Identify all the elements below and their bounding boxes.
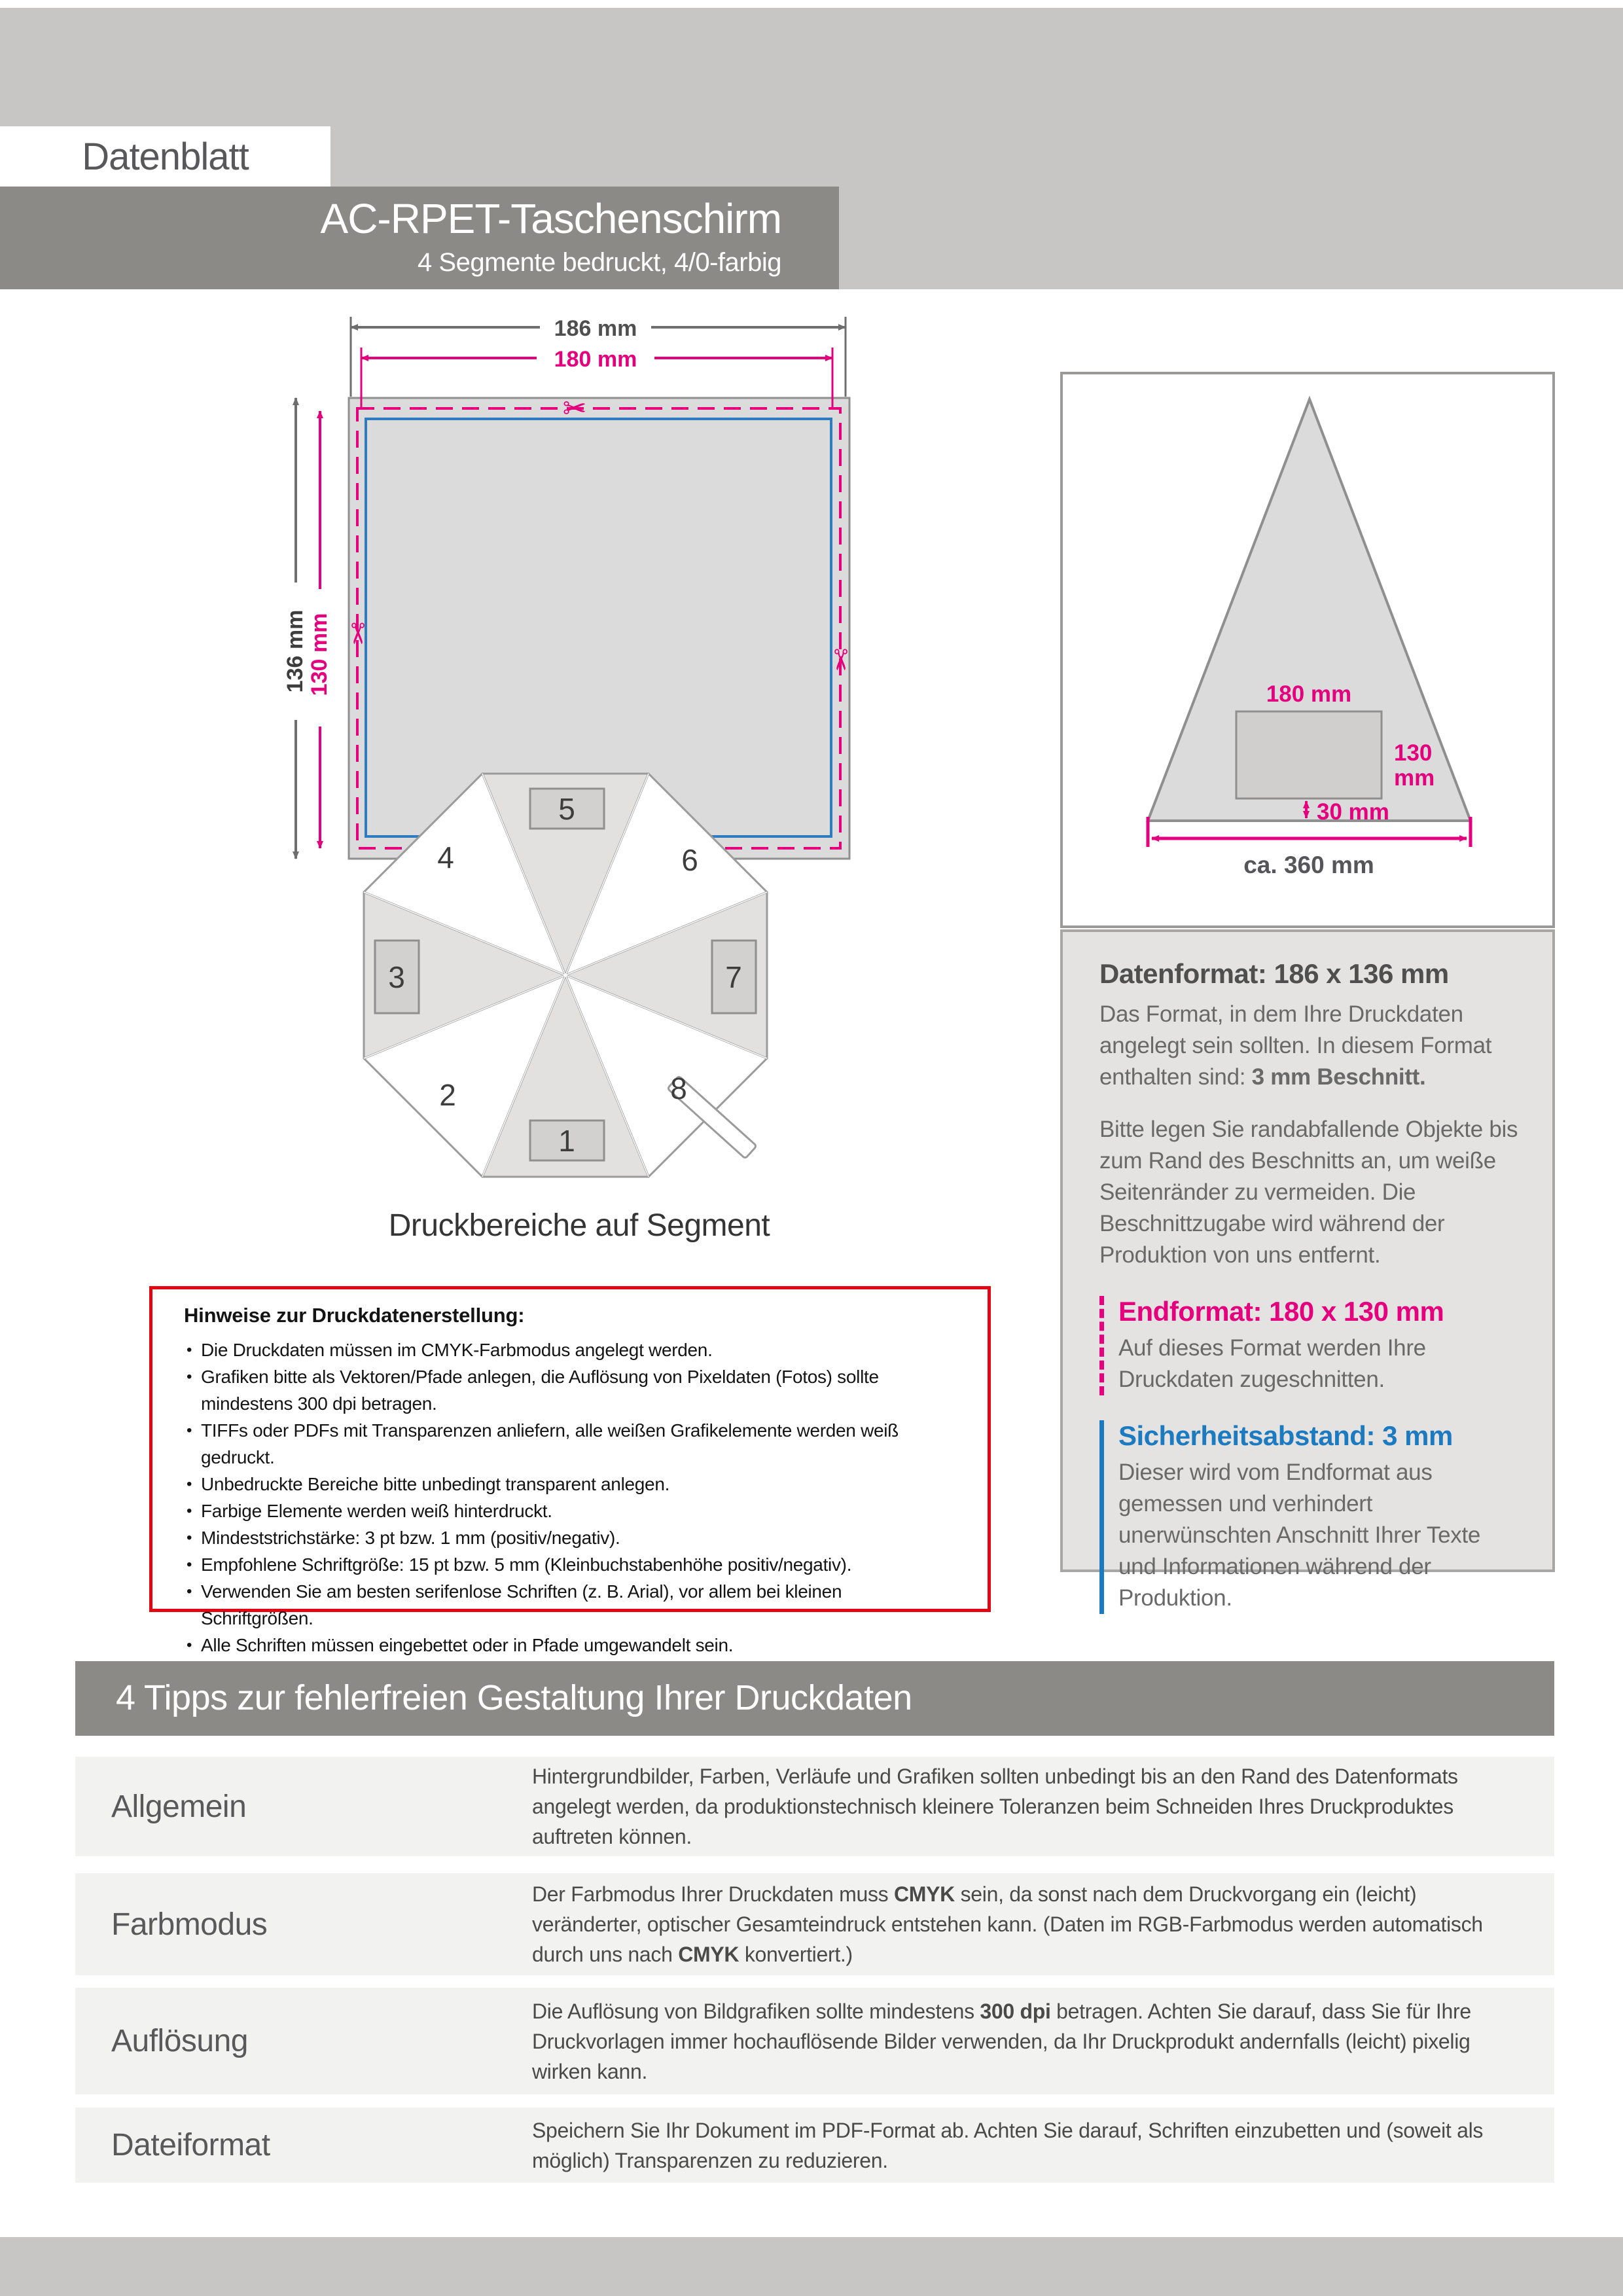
tip-row-allgemein bbox=[75, 1757, 1554, 1856]
tip-label: Dateiformat bbox=[111, 2128, 270, 2162]
instruction-item: • Mindeststrichstärke: 3 pt bzw. 1 mm (positiv/negativ). bbox=[184, 1524, 957, 1551]
instruction-item: • TIFFs oder PDFs mit Transparenzen anliefern, alle weißen Grafikelemente werden weiß gedruckt. bbox=[184, 1417, 957, 1471]
segment-number-2: 2 bbox=[439, 1078, 456, 1112]
format-info-panel bbox=[1060, 929, 1555, 1611]
instruction-item: • Verwenden Sie am besten serifenlose Schriften (z. B. Arial), vor allem bei kleinen Schriftgrößen. bbox=[184, 1578, 957, 1632]
sheet-label: Datenblatt bbox=[82, 135, 249, 178]
segment-drawing bbox=[1063, 374, 1552, 925]
tip-text-bold: CMYK bbox=[678, 1943, 740, 1966]
tip-text bbox=[532, 1761, 1554, 1852]
sicherheitsabstand-body: Dieser wird vom Endformat aus gemessen und verhindert unerwünschten Anschnitt Ihrer Texte und Informationen während der Produktion. bbox=[1118, 1460, 1481, 1611]
tip-text-part: Die Auflösung von Bildgrafiken sollte mindestens bbox=[532, 1999, 980, 2023]
tip-label: Auflösung bbox=[111, 2024, 248, 2058]
dim-label-180: 180 mm bbox=[554, 347, 637, 372]
segment-number-1: 1 bbox=[558, 1124, 575, 1158]
product-title: AC-RPET-Taschenschirm bbox=[320, 195, 781, 242]
tip-row-aufloesung bbox=[75, 1988, 1554, 2094]
scissors-icon: ✂ bbox=[824, 647, 856, 672]
segment-print-area bbox=[1236, 711, 1382, 798]
tip-text bbox=[532, 2115, 1554, 2176]
endformat-body: Auf dieses Format werden Ihre Druckdaten zugeschnitten. bbox=[1118, 1335, 1426, 1392]
title-band bbox=[0, 187, 839, 289]
print-height-label-unit: mm bbox=[1394, 765, 1435, 791]
instruction-item: • Grafiken bitte als Vektoren/Pfade anlegen, die Auflösung von Pixeldaten (Fotos) sollte mindestens 300 dpi betragen. bbox=[184, 1363, 957, 1417]
dim-label-186: 186 mm bbox=[554, 316, 637, 341]
tip-text bbox=[532, 1996, 1554, 2087]
tip-row-dateiformat bbox=[75, 2108, 1554, 2183]
tip-label: Allgemein bbox=[111, 1789, 247, 1824]
tips-header: 4 Tipps zur fehlerfreien Gestaltung Ihrer Druckdaten bbox=[75, 1661, 1554, 1736]
sicherheitsabstand-title: Sicherheitsabstand: 3 mm bbox=[1118, 1420, 1453, 1451]
print-height-label: 130 bbox=[1394, 740, 1433, 766]
tip-row-farbmodus bbox=[75, 1873, 1554, 1975]
tip-text-part: betragen. Achten Sie darauf, dass Sie für Ihre Druckvorlagen immer hochauflösende Bilder verwenden, da Ihr Druckprodukt andernfalls (leicht) pixelig wirken kann. bbox=[532, 1999, 1471, 2083]
segment-number-3: 3 bbox=[388, 960, 405, 994]
datenformat-body bbox=[1099, 999, 1518, 1093]
print-width-label: 180 mm bbox=[1266, 681, 1352, 707]
tip-text-part: Der Farbmodus Ihrer Druckdaten muss bbox=[532, 1882, 894, 1906]
print-data-instructions-box bbox=[149, 1286, 991, 1655]
scissors-icon: ✂ bbox=[562, 393, 587, 425]
instruction-item: • Unbedruckte Bereiche bitte unbedingt transparent anlegen. bbox=[184, 1471, 957, 1498]
tip-text bbox=[532, 1879, 1554, 1969]
instruction-item: • Die Druckdaten müssen im CMYK-Farbmodus angelegt werden. bbox=[184, 1336, 957, 1363]
umbrella-caption: Druckbereiche auf Segment bbox=[388, 1208, 770, 1243]
instructions-title: Hinweise zur Druckdatenerstellung: bbox=[184, 1304, 525, 1327]
footer-band bbox=[0, 2237, 1623, 2296]
tip-text-part: Hintergrundbilder, Farben, Verläufe und Grafiken sollten unbedingt bis an den Rand des Datenformats angelegt werden, da produktionstechnisch kleinere Toleranzen beim Schneiden Ihres Druckproduktes auftreten können. bbox=[532, 1765, 1458, 1848]
product-subtitle: 4 Segmente bedruckt, 4/0-farbig bbox=[418, 248, 781, 277]
datenformat-body-bold: 3 mm Beschnitt. bbox=[1251, 1064, 1426, 1090]
datenformat-title: Datenformat: 186 x 136 mm bbox=[1099, 958, 1449, 989]
offset-label: 30 mm bbox=[1317, 799, 1389, 825]
base-label: ca. 360 mm bbox=[1243, 852, 1374, 878]
instruction-item: • Farbige Elemente werden weiß hinterdruckt. bbox=[184, 1498, 957, 1524]
scissors-icon: ✂ bbox=[341, 621, 373, 646]
sheet-label-box bbox=[0, 126, 330, 187]
tip-text-bold: 300 dpi bbox=[980, 1999, 1051, 2023]
segment-number-8: 8 bbox=[670, 1071, 687, 1105]
endformat-block bbox=[1099, 1296, 1518, 1395]
tip-text-part: konvertiert.) bbox=[739, 1943, 853, 1966]
instruction-item: • Empfohlene Schriftgröße: 15 pt bzw. 5 mm (Kleinbuchstabenhöhe positiv/negativ). bbox=[184, 1551, 957, 1578]
instructions-list bbox=[184, 1336, 957, 1659]
endformat-title: Endformat: 180 x 130 mm bbox=[1118, 1296, 1444, 1327]
tip-text-part: Speichern Sie Ihr Dokument im PDF-Format ab. Achten Sie darauf, Schriften einzubetten und (soweit als möglich) Transparenzen zu reduzieren. bbox=[532, 2118, 1484, 2172]
tip-text-bold: CMYK bbox=[893, 1882, 955, 1906]
segment-panel bbox=[1060, 372, 1555, 928]
sicherheitsabstand-block bbox=[1099, 1420, 1518, 1614]
instruction-item: • Alle Schriften müssen eingebettet oder in Pfade umgewandelt sein. bbox=[184, 1632, 957, 1659]
segment-number-5: 5 bbox=[558, 792, 575, 826]
umbrella-diagram bbox=[314, 740, 825, 1250]
segment-number-7: 7 bbox=[725, 960, 742, 994]
datenformat-body-text: Das Format, in dem Ihre Druckdaten angelegt sein sollten. In diesem Format enthalten sind: bbox=[1099, 1001, 1492, 1090]
tip-label: Farbmodus bbox=[111, 1907, 268, 1942]
dim-label-130: 130 mm bbox=[307, 613, 332, 696]
tip-text-part: sein, da sonst nach dem Druckvorgang ein (leicht) veränderter, optischer Gesamteindruck entstehen kann. (Daten im RGB-Farbmodus werden automatisch durch uns nach bbox=[532, 1882, 1483, 1966]
segment-number-4: 4 bbox=[437, 840, 454, 874]
dim-label-136: 136 mm bbox=[283, 609, 308, 693]
segment-number-6: 6 bbox=[681, 843, 698, 877]
datenformat-body-2: Bitte legen Sie randabfallende Objekte bis zum Rand des Beschnitts an, um weiße Seitenränder zu vermeiden. Die Beschnittzugabe wird während der Produktion von uns entfernt. bbox=[1099, 1117, 1518, 1268]
